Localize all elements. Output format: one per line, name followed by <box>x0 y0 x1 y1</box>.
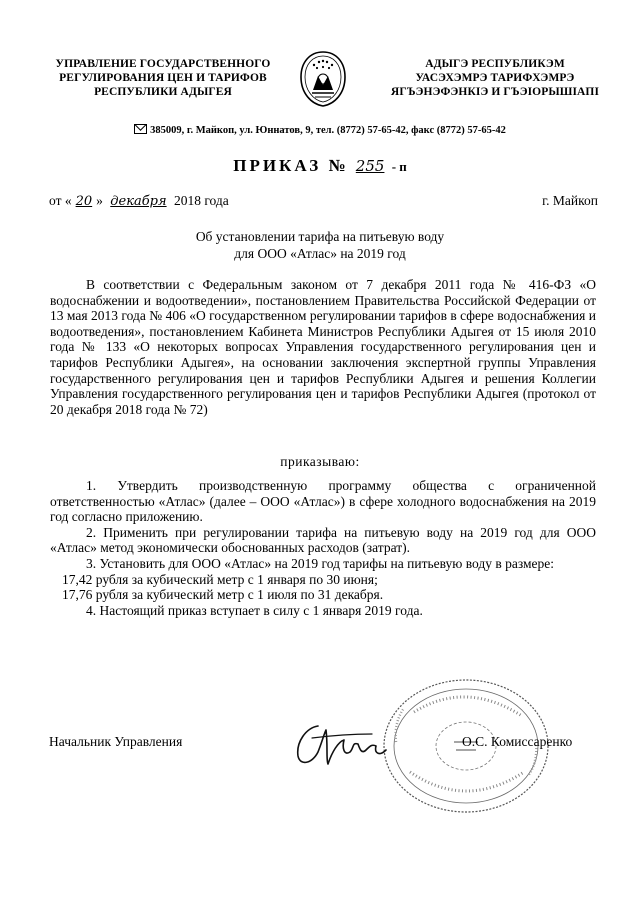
title-word: ПРИКАЗ № <box>233 156 349 175</box>
order-word: приказываю: <box>280 454 360 469</box>
header-agency-adyghe <box>380 57 610 99</box>
title-suffix: - п <box>391 159 407 174</box>
header-left-line-1: УПРАВЛЕНИЕ ГОСУДАРСТВЕННОГО <box>55 58 271 70</box>
document-title <box>0 156 640 176</box>
order-item-3: 3. Установить для ООО «Атлас» на 2019 год тарифы на питьевую воду в размере: <box>86 555 555 571</box>
adygea-coat-of-arms-icon <box>298 50 348 108</box>
date-month: декабря <box>110 194 167 209</box>
header-right-line-2: УАСЭХЭМРЭ ТАРИФХЭМРЭ <box>415 72 575 84</box>
order-items <box>50 478 596 618</box>
date-day: 20 <box>75 194 93 209</box>
envelope-icon <box>134 124 147 134</box>
header-agency-russian <box>48 57 278 99</box>
contact-line <box>0 124 640 136</box>
header-right-line-1: АДЫГЭ РЕСПУБЛИКЭМ <box>425 58 565 70</box>
tariff-rate-2: 17,76 рубля за кубический метр с 1 июля по 31 декабря. <box>62 587 384 603</box>
tariff-rate-1: 17,42 рубля за кубический метр с 1 января по 30 июня; <box>62 571 378 587</box>
header-left-line-3: РЕСПУБЛИКИ АДЫГЕЯ <box>94 86 232 98</box>
document-city: г. Майкоп <box>542 193 598 208</box>
document-subject <box>0 228 640 262</box>
title-number: 255 <box>355 157 385 175</box>
subject-line-2: для ООО «Атлас» на 2019 год <box>234 246 406 261</box>
preamble-block <box>50 277 596 417</box>
header-left-line-2: РЕГУЛИРОВАНИЯ ЦЕН И ТАРИФОВ <box>59 72 267 84</box>
signature-role: Начальник Управления <box>49 734 183 749</box>
signature-name: О.С. Комиссаренко <box>462 734 573 749</box>
preamble-paragraph: В соответствии с Федеральным законом от 7 декабря 2011 года № 416-ФЗ «О водоснабжении и водоотведении», постановлением Правительства Российской Федерации от 13 мая 2013 года № 406 «О государственном регулировании тарифов в сфере водоснабжения и водоотведения», постановлением Кабинета Министров Республики Адыгея от 15 июля 2010 года № 133 «О некоторых вопросах Управления государственного регулирования цен и тарифов Республики Адыгея», на основании заключения экспертной группы Управления государственного регулирования цен и тарифов Республики Адыгея и решения Коллегии Управления государственного регулирования цен и тарифов Республики Адыгея (протокол от 20 декабря 2018 года № 72) <box>50 277 596 417</box>
order-item-1: 1. Утвердить производственную программу общества с ограниченной ответственностью «Атлас» (далее – ООО «Атлас») в сфере холодного водоснабжения на 2019 год согласно приложению. <box>50 478 596 525</box>
handwritten-signature-icon <box>288 712 398 772</box>
contact-text: 385009, г. Майкоп, ул. Юннатов, 9, тел. (8772) 57-65-42, факс (8772) 57-65-42 <box>150 125 506 136</box>
date-prefix: от « <box>49 193 72 208</box>
date-mid: » <box>96 193 103 208</box>
document-date <box>49 193 229 209</box>
order-item-2: 2. Применить при регулировании тарифа на питьевую воду на 2019 год для ООО «Атлас» метод экономически обоснованных расходов (затрат). <box>50 524 596 556</box>
subject-line-1: Об установлении тарифа на питьевую воду <box>195 229 445 244</box>
header-right-line-3: ЯГЪЭНЭФЭНКIЭ И ГЪЭIОРЫШIAПI <box>390 86 600 98</box>
date-year: 2018 года <box>173 193 229 208</box>
order-item-4: 4. Настоящий приказ вступает в силу с 1 января 2019 года. <box>86 602 423 618</box>
